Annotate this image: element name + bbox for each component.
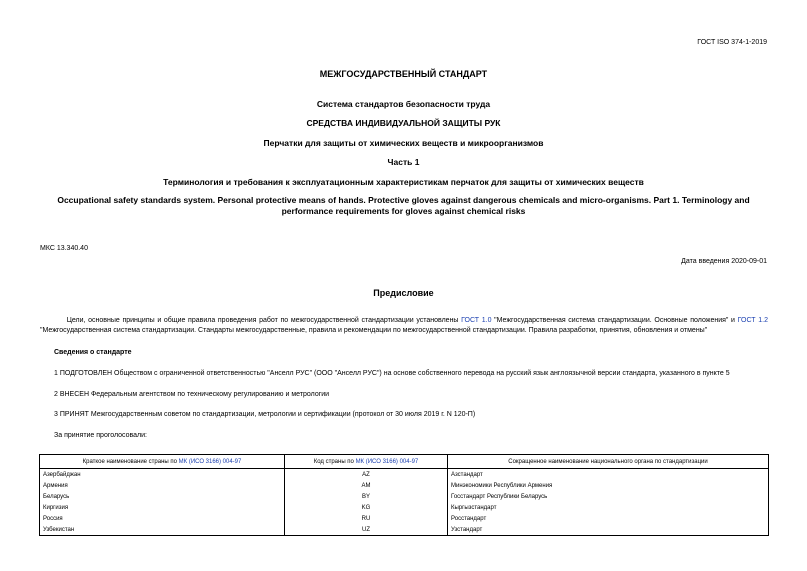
preface-text-part: "Межгосударственная система стандартизации. Стандарты межгосударственные, правила и рекомендации по межгосударственной стандартизации. Правила разработки, принятия, обновления и отмены": [40, 327, 708, 334]
code-cell: BY: [285, 491, 448, 502]
preface-heading: Предисловие: [373, 288, 434, 298]
country-cell: Беларусь: [40, 491, 285, 502]
mk-iso-3166-link[interactable]: МК (ИСО 3166) 004-97: [355, 458, 419, 465]
terminology-title: Терминология и требования к эксплуатационным характеристикам перчаток для защиты от химических веществ: [163, 177, 644, 187]
body-cell: Узстандарт: [448, 524, 769, 536]
gost-1-2-link[interactable]: ГОСТ 1.2: [737, 317, 768, 324]
code-cell: KG: [285, 502, 448, 513]
info-paragraph-2: 2 ВНЕСЕН Федеральным агентством по техническому регулированию и метрологии: [54, 391, 330, 398]
table-header-row: [40, 455, 769, 469]
document-type-title: МЕЖГОСУДАРСТВЕННЫЙ СТАНДАРТ: [319, 69, 488, 79]
column-header-body: Сокращенное наименование национального органа по стандартизации: [448, 455, 769, 469]
preface-text-part: Цели, основные принципы и общие правила проведения работ по межгосударственной стандартизации установлены: [66, 317, 462, 324]
mk-iso-3166-link[interactable]: МК (ИСО 3166) 004-97: [178, 458, 242, 465]
section-title: СРЕДСТВА ИНДИВИДУАЛЬНОЙ ЗАЩИТЫ РУК: [306, 118, 501, 128]
preface-paragraph: [40, 316, 768, 336]
code-cell: AM: [285, 480, 448, 491]
body-cell: Кыргызстандарт: [448, 502, 769, 513]
column-header-country: [40, 455, 285, 469]
body-cell: Азстандарт: [448, 469, 769, 481]
body-cell: Росстандарт: [448, 513, 769, 524]
code-cell: UZ: [285, 524, 448, 536]
country-cell: Азербайджан: [40, 469, 285, 481]
code-cell: AZ: [285, 469, 448, 481]
english-title: Occupational safety standards system. Personal protective means of hands. Protective gloves against dangerous chemicals and micro-organisms. Part 1. Terminology and performance requirements for gloves against chemical risks: [57, 195, 750, 216]
table-row: [40, 480, 769, 491]
voted-label: За принятие проголосовали:: [54, 432, 147, 439]
code-cell: RU: [285, 513, 448, 524]
country-cell: Узбекистан: [40, 524, 285, 536]
info-paragraph-3: 3 ПРИНЯТ Межгосударственным советом по стандартизации, метрологии и сертификации (протокол от 30 июля 2019 г. N 120-П): [54, 411, 476, 418]
body-cell: Госстандарт Республики Беларусь: [448, 491, 769, 502]
introduction-date: Дата введения 2020-09-01: [681, 258, 767, 265]
table-row: [40, 502, 769, 513]
standard-info-heading: Сведения о стандарте: [54, 349, 132, 356]
gost-1-0-link[interactable]: ГОСТ 1.0: [461, 317, 492, 324]
column-header-text: Краткое наименование страны по: [82, 458, 179, 465]
preface-text-part: "Межгосударственная система стандартизации. Основные положения" и: [491, 317, 738, 324]
info-paragraph-1: 1 ПОДГОТОВЛЕН Обществом с ограниченной ответственностью "Анселл РУС" (ООО "Анселл РУС") на основе собственного перевода на русский язык англоязычной версии стандарта, указанного в пункте 5: [54, 370, 730, 377]
country-cell: Армения: [40, 480, 285, 491]
system-title: Система стандартов безопасности труда: [316, 99, 491, 109]
country-cell: Россия: [40, 513, 285, 524]
body-cell: Минэкономики Республики Армения: [448, 480, 769, 491]
voting-countries-table: [39, 454, 769, 536]
table-row: [40, 513, 769, 524]
part-number: Часть 1: [387, 157, 420, 167]
column-header-text: Код страны по: [313, 458, 356, 465]
mks-code: МКС 13.340.40: [40, 245, 88, 252]
document-code: ГОСТ ISO 374-1-2019: [697, 39, 767, 46]
table-row: [40, 491, 769, 502]
table-row: [40, 524, 769, 536]
column-header-code: [285, 455, 448, 469]
standard-subtitle: Перчатки для защиты от химических веществ и микроорганизмов: [263, 138, 544, 148]
table-row: [40, 469, 769, 481]
country-cell: Киргизия: [40, 502, 285, 513]
